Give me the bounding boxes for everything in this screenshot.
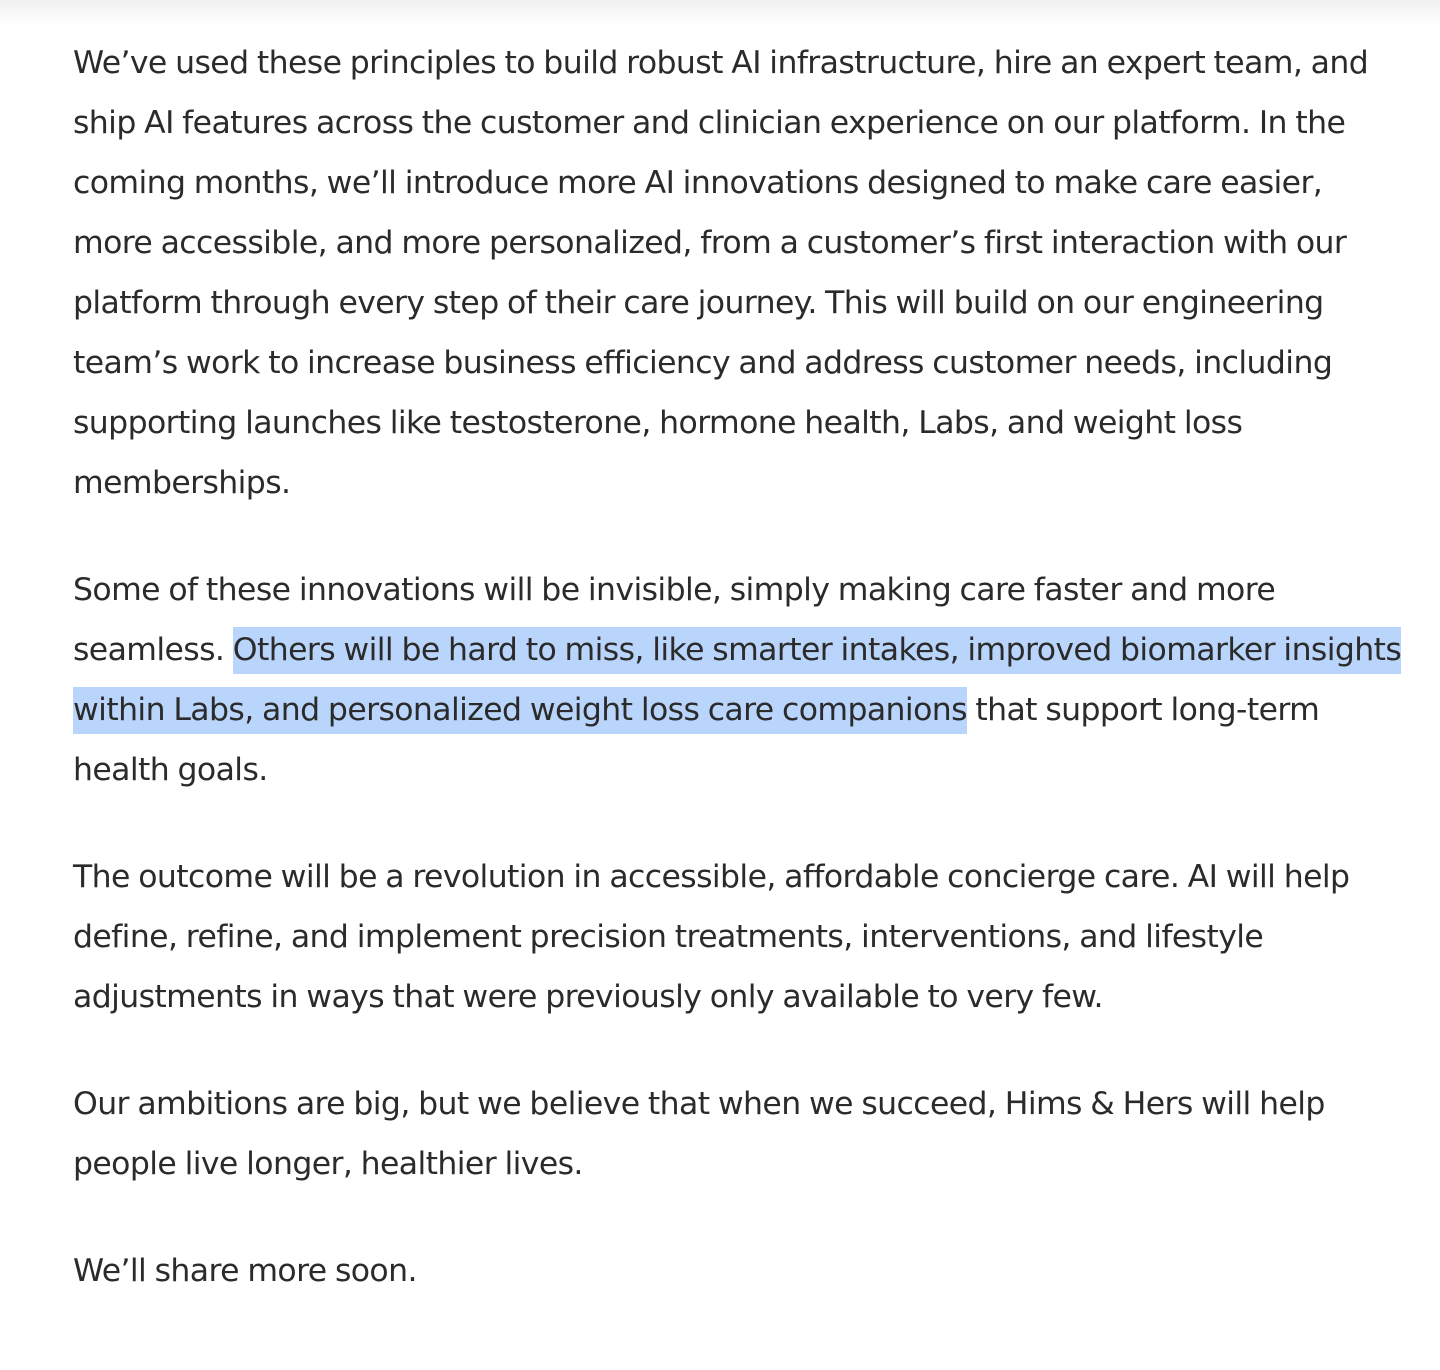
top-scroll-shadow bbox=[0, 0, 1440, 26]
paragraph-outcome: The outcome will be a revolution in accessible, affordable concierge care. AI will help define, refine, and implement precision treatments, interventions, and lifestyle adjustments in ways that were previously only available to very few. bbox=[73, 859, 1350, 1015]
paragraph-closing: We’ll share more soon. bbox=[73, 1253, 417, 1289]
paragraph-text-after-selection: that support long-term health goals. bbox=[73, 692, 1320, 788]
paragraph-innovations bbox=[73, 560, 1403, 800]
selected-text-highlight[interactable]: Others will be hard to miss, like smarter intakes, improved biomarker insights within Labs, and personalized weight loss care companions bbox=[73, 627, 1401, 734]
paragraph-text-before-selection: Some of these innovations will be invisible, simply making care faster and more seamless. bbox=[73, 572, 1276, 668]
paragraph-ai-infrastructure: We’ve used these principles to build robust AI infrastructure, hire an expert team, and ship AI features across the customer and clinician experience on our platform. In the coming months, we’ll introduce more AI innovations designed to make care easier, more accessible, and more personalized, from a customer’s first interaction with our platform through every step of their care journey. This will build on our engineering team’s work to increase business efficiency and address customer needs, including supporting launches like testosterone, hormone health, Labs, and weight loss memberships. bbox=[73, 45, 1369, 501]
paragraph-ambitions: Our ambitions are big, but we believe that when we succeed, Hims & Hers will help people live longer, healthier lives. bbox=[73, 1086, 1325, 1182]
article-body bbox=[73, 33, 1403, 1301]
